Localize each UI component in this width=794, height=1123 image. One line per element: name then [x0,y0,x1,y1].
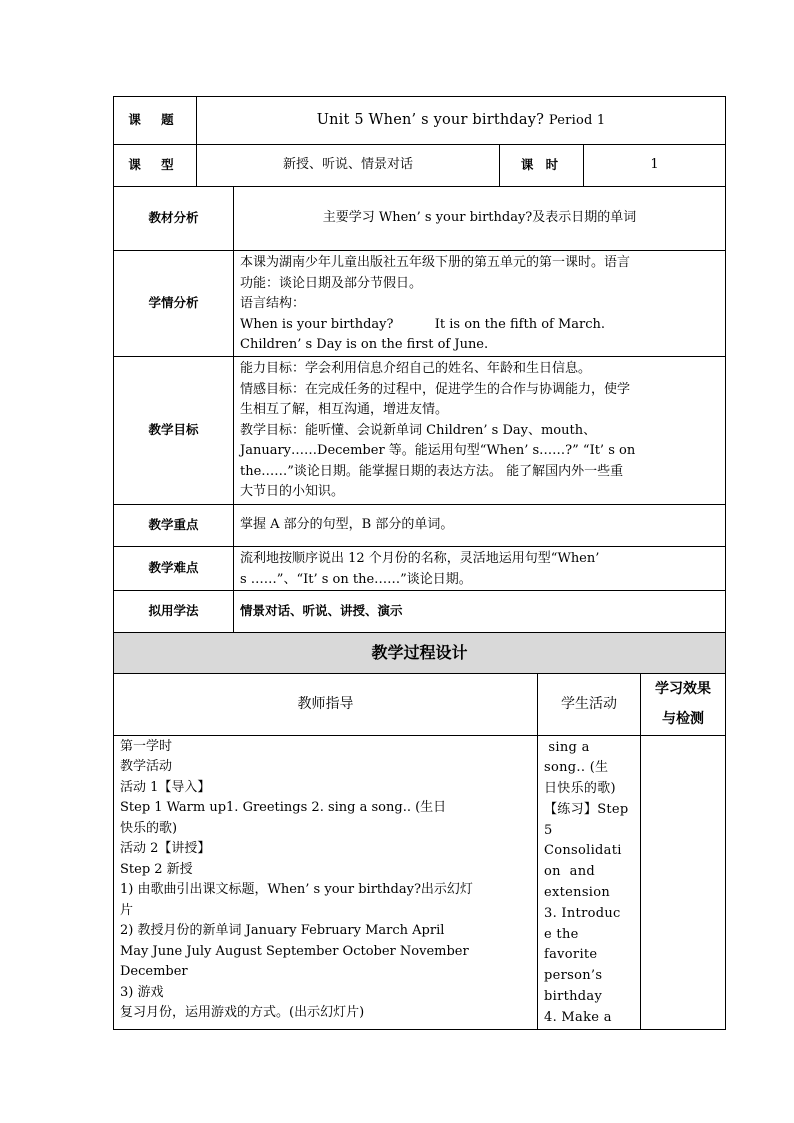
teacher-line: December [120,964,188,979]
lesson-plan-document [113,96,725,1030]
material-label: 教材分析 [114,187,234,251]
difficulty-row [114,547,726,591]
hours-value: 1 [584,145,726,187]
difficulty-content [234,547,726,591]
topic-title: Unit 5 When’ s your birthday? [316,111,545,128]
effect-header-line: 与检测 [662,711,705,727]
topic-value [197,97,726,145]
process-section-row [114,633,726,673]
key-row [114,505,726,547]
process-header-row [114,673,726,735]
difficulty-line: 流利地按顺序说出 12 个月份的名称，灵活地运用句型“When’ [240,551,600,566]
teacher-line: 活动 2【讲授】 [120,841,211,856]
teacher-line: 2) 教授月份的新单词 January February March April [120,923,445,938]
effect-column-header [641,673,726,735]
goals-line: 生相互了解，相互沟通，增进友情。 [240,402,449,417]
effect-check-cell [641,735,726,1029]
learners-label: 学情分析 [114,251,234,357]
topic-row [114,97,726,145]
student-line: 5 [544,822,553,838]
goals-row [114,357,726,505]
difficulty-label: 教学难点 [114,547,234,591]
student-line: e the [544,926,579,942]
method-value: 情景对话、听说、讲授、演示 [234,591,726,633]
process-table [113,633,726,1030]
key-value: 掌握 A 部分的句型，B 部分的单词。 [234,505,726,547]
material-row [114,187,726,251]
type-row [114,145,726,187]
teacher-line: 第一学时 [120,738,173,754]
learners-line: 语言结构： [240,296,306,311]
topic-period: Period 1 [548,112,606,128]
goals-line: 教学目标：能听懂、会说新单词 Children’ s Day、mouth、 [240,422,597,438]
student-line: favorite [544,947,598,963]
process-section-title: 教学过程设计 [114,633,726,673]
learners-line: 功能：谈论日期及部分节假日。 [240,275,423,291]
student-line: birthday [544,989,603,1005]
teacher-line: 快乐的歌) [120,820,178,836]
method-label: 拟用学法 [114,591,234,633]
student-line: 3. Introduc [544,905,621,921]
teacher-guidance [114,735,538,1029]
process-content-row [114,735,726,1029]
teacher-line: 片 [120,902,134,918]
teacher-line: 1) 由歌曲引出课文标题，When’ s your birthday?出示幻灯 [120,882,473,897]
learners-content [234,251,726,357]
key-label: 教学重点 [114,505,234,547]
student-line: 4. Make a [544,1009,612,1025]
student-line: on and [544,864,596,880]
goals-line: 大节日的小知识。 [240,484,345,499]
student-column-header: 学生活动 [538,673,641,735]
teacher-line: 活动 1【导入】 [120,779,211,795]
student-line: song.. (生 [544,760,609,776]
teacher-line: Step 2 新授 [120,861,193,877]
teacher-line: Step 1 Warm up1. Greetings 2. sing a song.. (生日 [120,800,447,815]
goals-line: January……December 等。能运用句型“When’ s……?” “It’ s on [240,443,636,458]
effect-header-line: 学习效果 [655,681,712,697]
difficulty-line: s ……”、“It’ s on the……”谈论日期。 [240,571,472,587]
student-line: sing a [544,739,590,755]
type-value: 新授、听说、情景对话 [197,145,500,187]
teacher-column-header: 教师指导 [114,673,538,735]
goals-line: 能力目标：学会利用信息介绍自己的姓名、年龄和生日信息。 [240,361,592,376]
hours-label: 课 时 [500,145,584,187]
goals-label: 教学目标 [114,357,234,505]
material-value: 主要学习 When’ s your birthday?及表示日期的单词 [234,187,726,251]
method-row [114,591,726,633]
goals-line: 情感目标：在完成任务的过程中，促进学生的合作与协调能力，使学 [240,381,631,397]
learners-line: Children’ s Day is on the first of June. [240,337,489,352]
teacher-line: May June July August September October November [120,943,469,959]
student-line: 日快乐的歌) [544,781,616,797]
student-activities [538,735,641,1029]
lesson-info-table [113,96,726,633]
student-line: extension [544,885,611,901]
teacher-line: 复习月份，运用游戏的方式。(出示幻灯片) [120,1005,365,1020]
type-label: 课 型 [114,145,197,187]
student-line: 【练习】Step [544,801,629,817]
teacher-line: 3) 游戏 [120,984,164,1000]
goals-line: the……”谈论日期。能掌握日期的表达方法。 能了解国内外一些重 [240,463,624,479]
learners-line: 本课为湖南少年儿童出版社五年级下册的第五单元的第一课时。语言 [240,255,631,270]
student-line: Consolidati [544,843,622,859]
goals-content [234,357,726,505]
topic-label: 课 题 [114,97,197,145]
student-line: person’s [544,968,603,984]
learners-row [114,251,726,357]
learners-line: When is your birthday? It is on the fifth of March. [240,316,606,332]
teacher-line: 教学活动 [120,759,173,774]
